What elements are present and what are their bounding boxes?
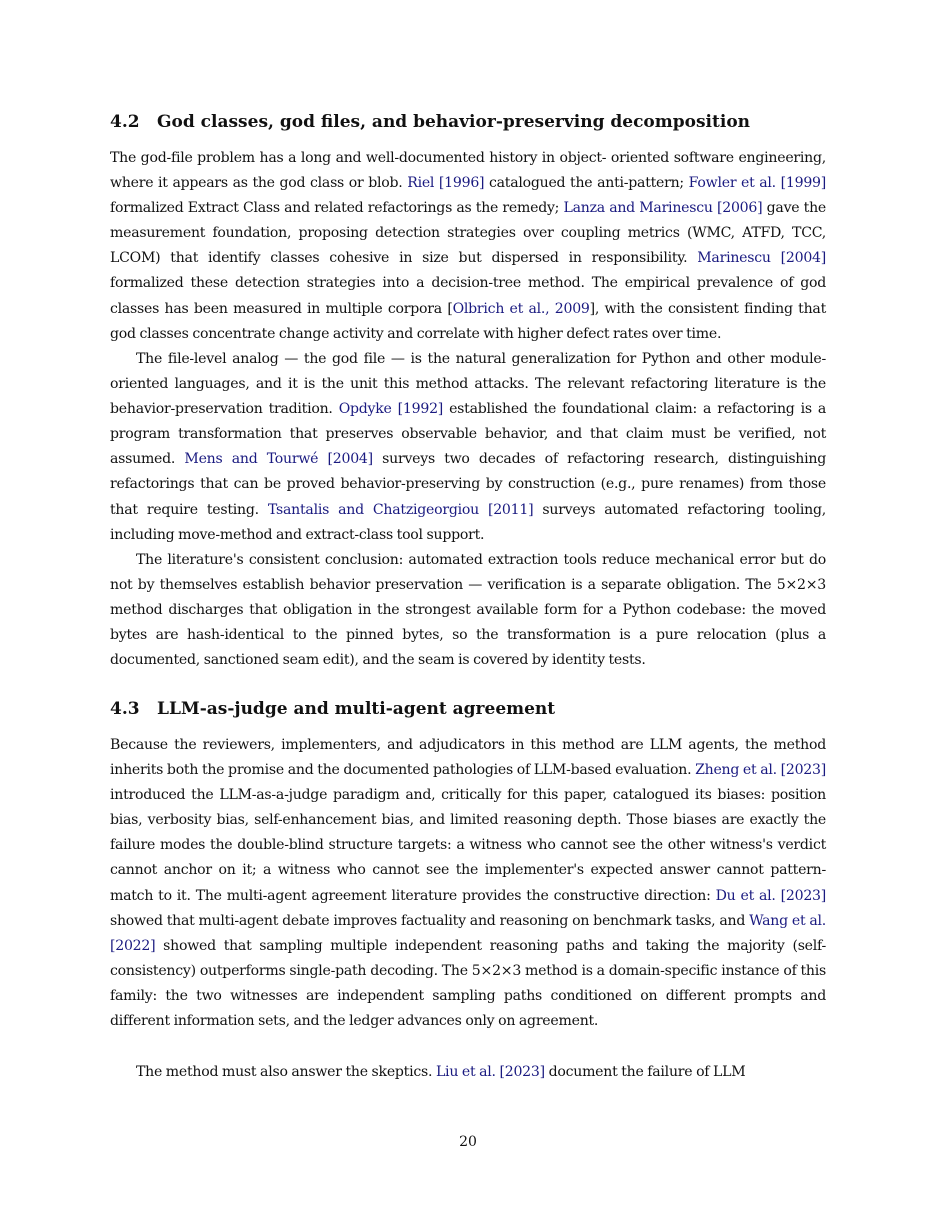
text-run: showed that sampling multiple independent reasoning paths and taking the majority (self-consistency) outperforms single-path decoding. The 5×2×3 method is a domain-specific instance of this family: the two witnesses are independent sampling paths conditioned on different prompts and different information sets, and the ledger advances only on agreement.: [110, 937, 826, 1030]
citation-link[interactable]: Opdyke [1992]: [338, 401, 444, 418]
citation-link[interactable]: Tsantalis and Chatzigeorgiou [2011]: [267, 501, 534, 518]
paragraph-skeptics: [110, 1060, 826, 1085]
text-run: The method must also answer the skeptics.: [136, 1064, 436, 1080]
page-number: 20: [459, 1134, 477, 1150]
paragraph-god-file-history: [110, 146, 826, 347]
section-number: 4.2: [110, 112, 140, 132]
citation-link[interactable]: Du et al. [2023]: [715, 887, 827, 904]
text-run: catalogued the anti-pattern;: [484, 175, 689, 192]
text-run: ], with the consistent finding that god classes concentrate change activity and correlate with higher defect rates over time.: [110, 300, 826, 342]
citation-link[interactable]: Liu et al. [2023]: [435, 1064, 545, 1080]
text-run: introduced the LLM-as-a-judge paradigm and, critically for this paper, catalogued its biases: position bias, verbosity bias, self-enhancement bias, and limited reasoning depth. Those biases are exactly the failure modes the double-blind structure targets: a witness who cannot see the other witness's verdict cannot anchor on it; a witness who cannot see the implementer's expected answer cannot pattern-match to it. The multi-agent agreement literature provides the constructive direction:: [110, 787, 826, 904]
citation-link[interactable]: Olbrich et al., 2009: [452, 300, 590, 317]
citation-link[interactable]: Wang et al. [2022]: [110, 912, 826, 954]
text-run: formalized these detection strategies into a decision-tree method. The empirical prevalence of god classes has been measured in multiple corpora [: [110, 275, 826, 317]
section-heading-4-3: [110, 698, 826, 720]
text-run: document the failure of LLM: [544, 1064, 746, 1080]
text-run: Because the reviewers, implementers, and adjudicators in this method are LLM agents, the method inherits both the promise and the documented pathologies of LLM-based evaluation.: [110, 737, 826, 779]
citation-link[interactable]: Marinescu [2004]: [697, 250, 826, 267]
paragraph-llm-judge: [110, 733, 826, 1034]
section-title: LLM-as-judge and multi-agent agreement: [157, 699, 556, 719]
paragraph-god-file-analog: [110, 347, 826, 548]
citation-link[interactable]: Riel [1996]: [407, 175, 485, 192]
text-run: showed that multi-agent debate improves factuality and reasoning on benchmark tasks, and: [110, 912, 750, 929]
text-run: The god-file problem has a long and well-documented history in object- oriented software engineering, where it appears as the god class or blob.: [110, 150, 826, 192]
citation-link[interactable]: Lanza and Marinescu [2006]: [563, 200, 763, 217]
text-run: The literature's consistent conclusion: automated extraction tools reduce mechanical error but do not by themselves establish behavior preservation — verification is a separate obligation. The 5×2×3 method discharges that obligation in the strongest available form for a Python codebase: the moved bytes are hash-identical to the pinned bytes, so the transformation is a pure relocation (plus a documented, sanctioned seam edit), and the seam is covered by identity tests.: [110, 552, 826, 669]
text-run: surveys automated refactoring tooling, including move-method and extract-class tool support.: [110, 501, 827, 543]
citation-link[interactable]: Fowler et al. [1999]: [688, 175, 827, 192]
section-title: God classes, god files, and behavior-preserving decomposition: [157, 112, 751, 132]
section-heading-4-2: [110, 111, 826, 133]
text-run: The file-level analog — the god file — is the natural generalization for Python and other module-oriented languages, and it is the unit this method attacks. The relevant refactoring literature is the behavior-preservation tradition.: [110, 351, 826, 418]
text-run: gave the measurement foundation, proposing detection strategies over coupling metrics (WMC, ATFD, TCC, LCOM) that identify classes cohesive in size but dispersed in responsibility.: [110, 200, 827, 267]
text-run: surveys two decades of refactoring research, distinguishing refactorings that can be proved behavior-preserving by construction (e.g., pure renames) from those that require testing.: [110, 451, 826, 518]
text-run: established the foundational claim: a refactoring is a program transformation that preserves observable behavior, and that claim must be verified, not assumed.: [110, 401, 827, 468]
section-number: 4.3: [110, 699, 140, 719]
citation-link[interactable]: Zheng et al. [2023]: [695, 762, 826, 779]
text-run: formalized Extract Class and related refactorings as the remedy;: [110, 200, 564, 217]
paragraph-literature-conclusion: [110, 548, 826, 673]
citation-link[interactable]: Mens and Tourwé [2004]: [184, 451, 373, 468]
